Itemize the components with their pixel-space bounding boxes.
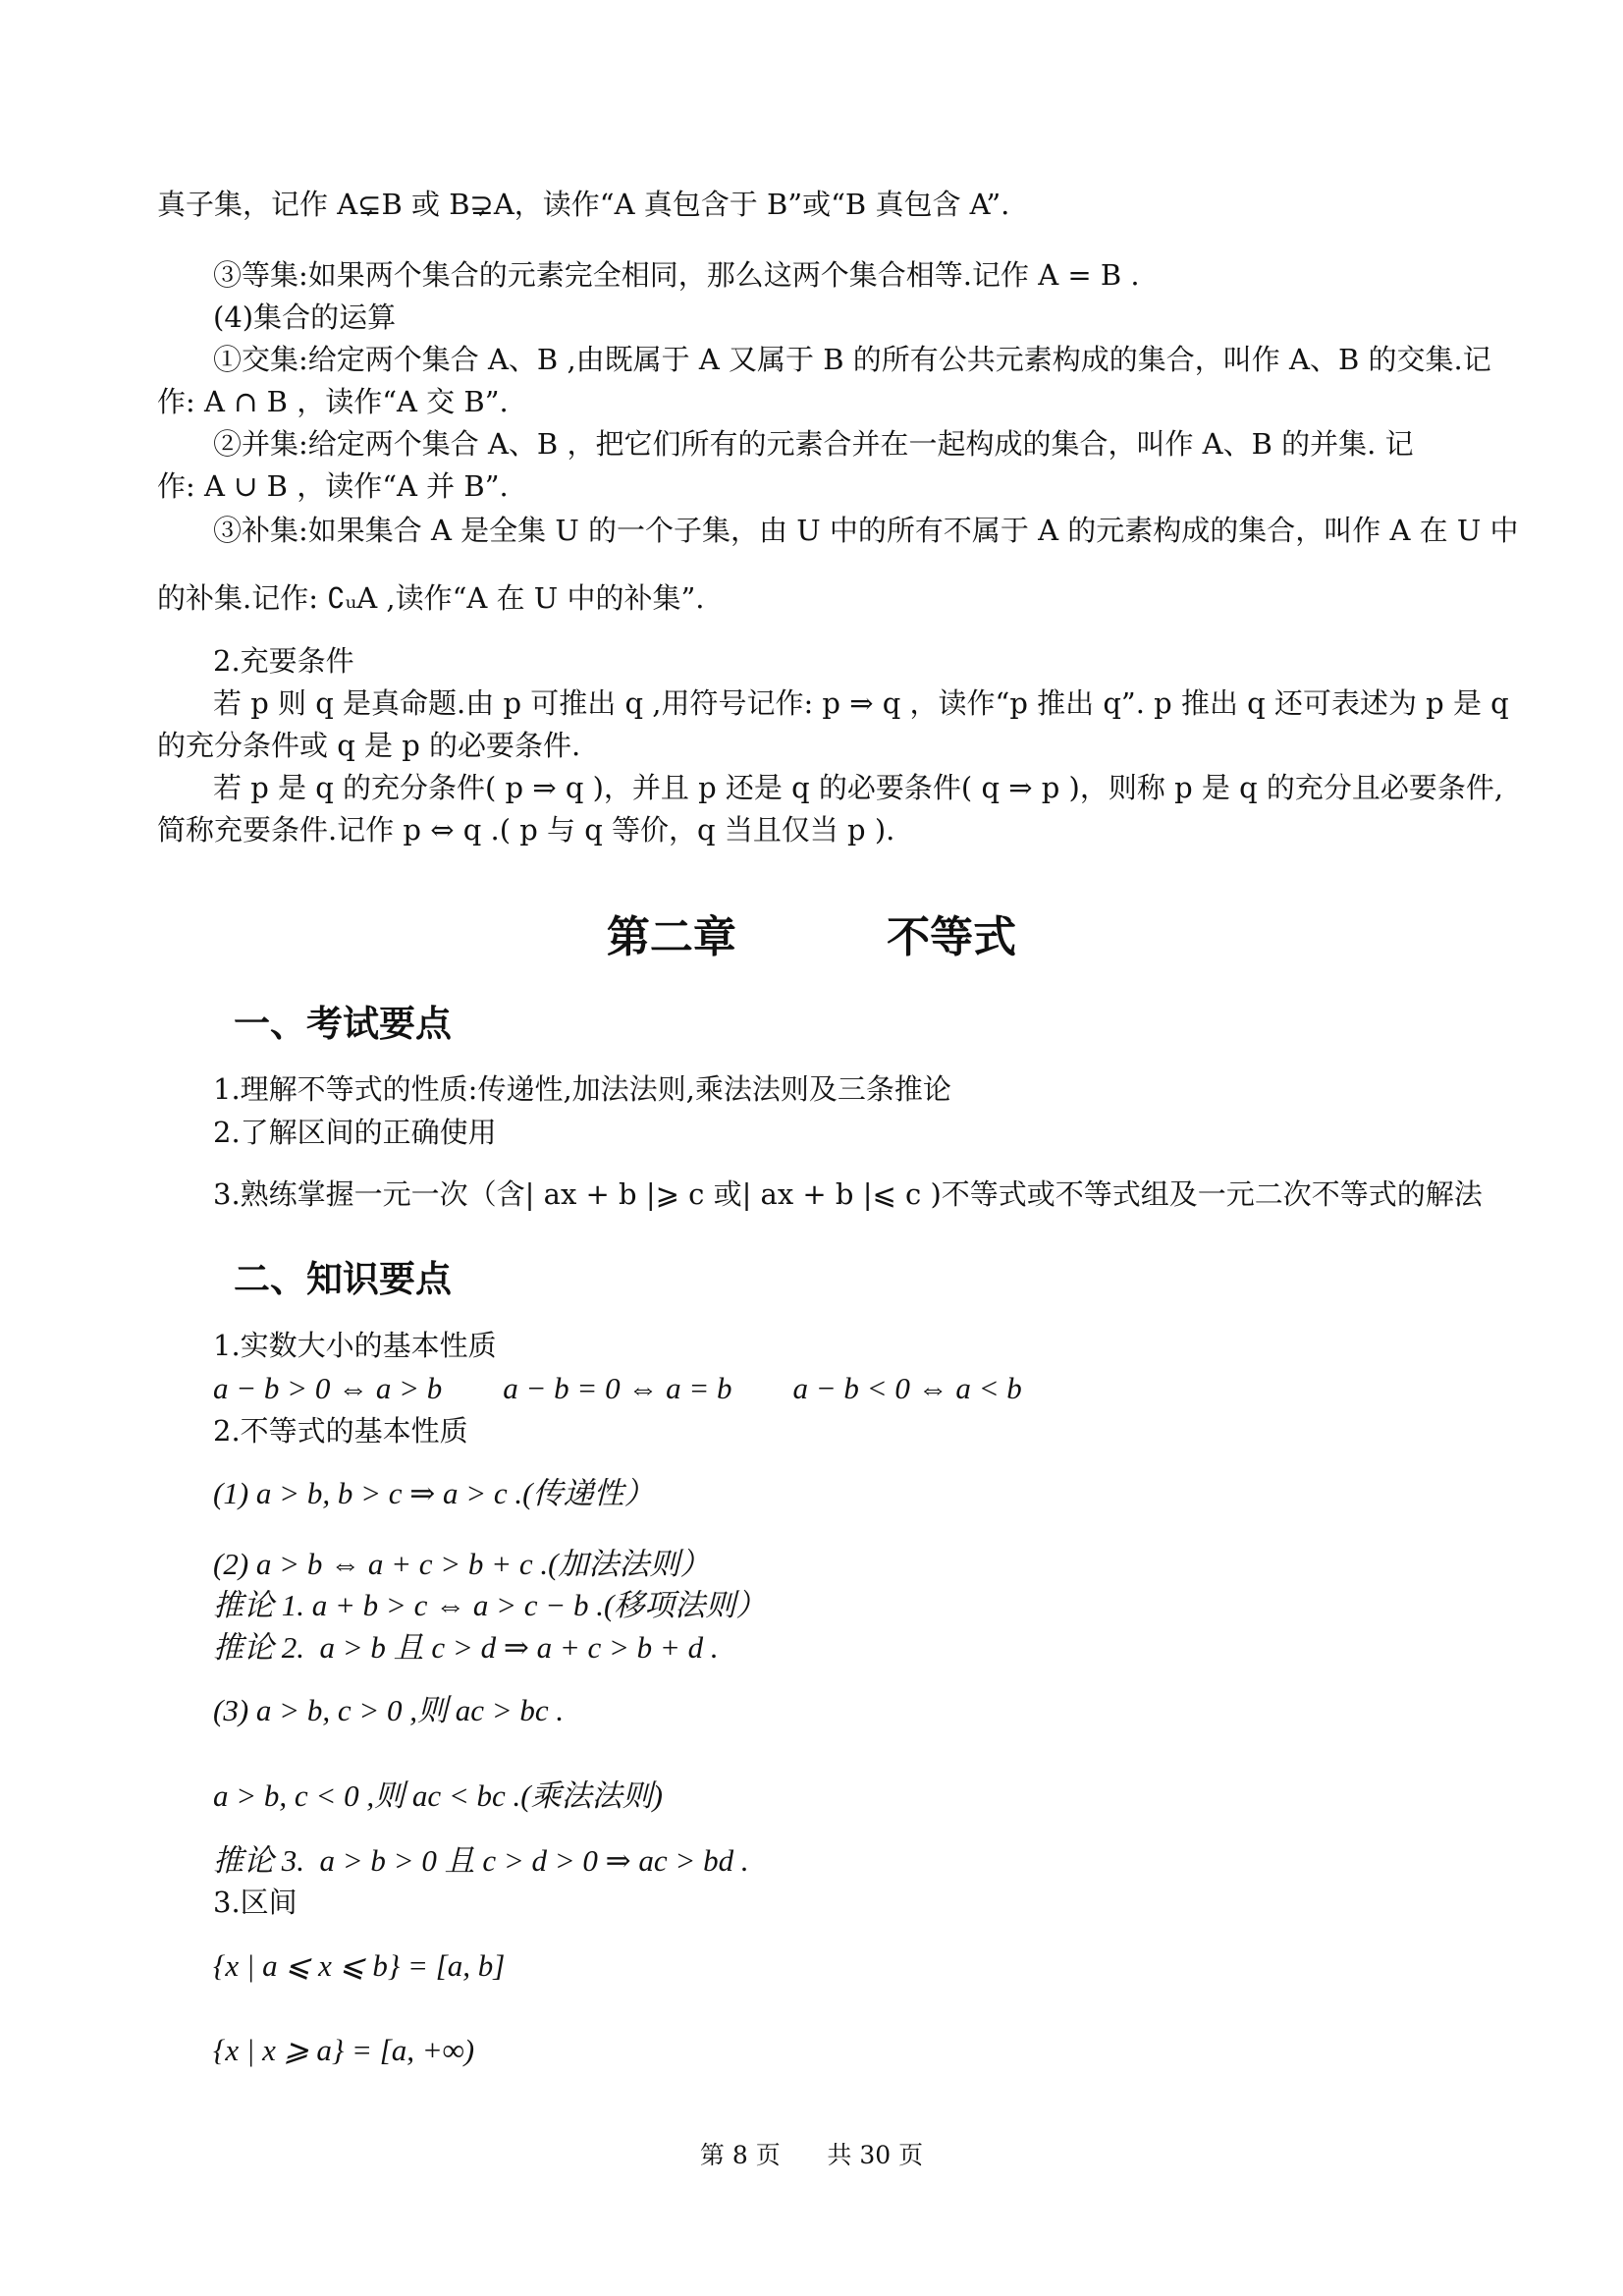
- formula-corollary-2: 推论 2. a > b 且 c > d ⇒ a + c > b + d .: [213, 1630, 719, 1665]
- text-line-set-operations: (4)集合的运算: [213, 301, 397, 334]
- text-line-real-number-property: 1.实数大小的基本性质: [213, 1329, 497, 1362]
- text-line-complement-notation: 的补集.记作: ∁ᵤA ,读作“A 在 U 中的补集”.: [157, 581, 705, 615]
- formula-corollary-3: 推论 3. a > b > 0 且 c > d > 0 ⇒ ac > bd .: [213, 1843, 749, 1878]
- text-line-proper-subset: 真子集，记作 A⊊B 或 B⊋A，读作“A 真包含于 B”或“B 真包含 A”.: [157, 188, 1010, 221]
- text-line-equal-set: ③等集:如果两个集合的元素完全相同，那么这两个集合相等.记作 A = B .: [213, 258, 1140, 292]
- text-line-intervals: 3.区间: [213, 1886, 298, 1919]
- text-line-union: ②并集:给定两个集合 A、B ，把它们所有的元素合并在一起构成的集合，叫作 A、B 的并集. 记: [213, 427, 1414, 461]
- section-heading-exam-points: 一、考试要点: [234, 1003, 452, 1045]
- section-heading-knowledge-points: 二、知识要点: [234, 1258, 452, 1300]
- text-line-necessary-sufficient: 2.充要条件: [213, 644, 354, 678]
- text-line-intersection: ①交集:给定两个集合 A、B ,由既属于 A 又属于 B 的所有公共元素构成的集合，叫作 A、B 的交集.记: [213, 343, 1491, 376]
- chapter-title: 第二章 不等式: [606, 912, 1017, 962]
- text-line-inequality-properties: 2.不等式的基本性质: [213, 1414, 468, 1448]
- text-line-implication: 若 p 则 q 是真命题.由 p 可推出 q ,用符号记作: p ⇒ q ，读作“p 推出 q”. p 推出 q 还可表述为 p 是 q: [213, 686, 1509, 720]
- formula-corollary-1: 推论 1. a + b > c ⇔ a > c − b .(移项法则）: [213, 1588, 767, 1622]
- formula-half-open-interval: {x | x ⩾ a} = [a, +∞): [213, 2033, 475, 2067]
- formula-multiplication-negative: a > b, c < 0 ,则 ac < bc .(乘法法则): [213, 1778, 663, 1813]
- formula-multiplication-positive: (3) a > b, c > 0 ,则 ac > bc .: [213, 1693, 565, 1727]
- formula-transitivity: (1) a > b, b > c ⇒ a > c .(传递性）: [213, 1476, 655, 1510]
- formula-addition-rule: (2) a > b ⇔ a + c > b + c .(加法法则）: [213, 1547, 711, 1581]
- text-line-exam-point-1: 1.理解不等式的性质:传递性,加法法则,乘法法则及三条推论: [213, 1072, 951, 1106]
- formula-closed-interval: {x | a ⩽ x ⩽ b} = [a, b]: [213, 1948, 506, 1983]
- text-line-union-notation: 作: A ∪ B ，读作“A 并 B”.: [157, 469, 509, 503]
- text-line-iff: 若 p 是 q 的充分条件( p ⇒ q )，并且 p 还是 q 的必要条件( q ⇒ p )，则称 p 是 q 的充分且必要条件,: [213, 771, 1504, 804]
- formula-real-number-comparison: a − b > 0 ⇔ a > b a − b = 0 ⇔ a = b a − b < 0 ⇔ a < b: [213, 1371, 1022, 1405]
- text-line-exam-point-3: 3.熟练掌握一元一次（含| ax + b |⩾ c 或| ax + b |⩽ c )不等式或不等式组及一元二次不等式的解法: [213, 1177, 1483, 1211]
- text-line-complement: ③补集:如果集合 A 是全集 U 的一个子集，由 U 中的所有不属于 A 的元素构成的集合，叫作 A 在 U 中: [213, 514, 1519, 547]
- text-line-intersection-notation: 作: A ∩ B ，读作“A 交 B”.: [157, 385, 509, 418]
- text-line-iff-notation: 简称充要条件.记作 p ⇔ q .( p 与 q 等价，q 当且仅当 p ).: [157, 813, 895, 847]
- text-line-exam-point-2: 2.了解区间的正确使用: [213, 1116, 497, 1149]
- page-footer: 第 8 页 共 30 页: [699, 2141, 924, 2169]
- text-line-implication-cont: 的充分条件或 q 是 p 的必要条件.: [157, 729, 581, 762]
